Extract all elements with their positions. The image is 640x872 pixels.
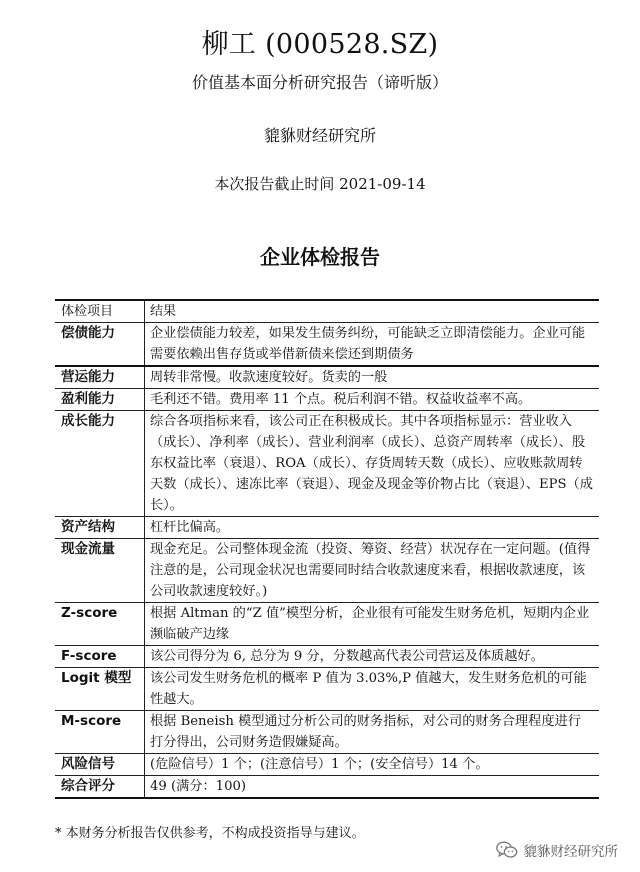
row-item: 盈利能力 [55, 389, 145, 411]
watermark [496, 840, 619, 860]
row-item: 偿债能力 [55, 323, 145, 367]
row-item: F-score [55, 646, 145, 668]
row-result: 该公司发生财务危机的概率 P 值为 3.03%,P 值越大，发生财务危机的可能性越大。 [145, 668, 600, 711]
table-row [55, 603, 599, 646]
table-header-row [55, 300, 599, 323]
row-item: 成长能力 [55, 411, 145, 517]
row-result: 49 (满分：100) [145, 776, 600, 799]
table-row [55, 389, 599, 411]
table-row [55, 411, 599, 517]
table-row [55, 776, 599, 799]
row-item: 现金流量 [55, 539, 145, 603]
organization-name: 貔貅财经研究所 [263, 126, 376, 145]
row-result: 周转非常慢。收款速度较好。货卖的一般 [145, 366, 600, 389]
watermark-text: 貔貅财经研究所 [523, 844, 618, 860]
report-date: 本次报告截止时间 2021-09-14 [214, 175, 426, 193]
row-item: 资产结构 [55, 517, 145, 539]
row-item: M-score [55, 711, 145, 754]
row-result: (危险信号）1 个；(注意信号）1 个；(安全信号）14 个。 [145, 754, 600, 776]
row-result: 企业偿债能力较差，如果发生债务纠纷，可能缺乏立即清偿能力。企业可能需要依赖出售存货或举借新债来偿还到期债务 [145, 323, 600, 367]
wechat-icon [496, 841, 518, 859]
table-row [55, 323, 599, 367]
row-result: 现金充足。公司整体现金流（投资、筹资、经营）状况存在一定问题。(值得注意的是，公司现金状况也需要同时结合收款速度来看，根据收款速度，该公司收款速度较好。) [145, 539, 600, 603]
row-item: 营运能力 [55, 366, 145, 389]
row-result: 杠杆比偏高。 [145, 517, 600, 539]
table-row [55, 366, 599, 389]
row-result: 根据 Beneish 模型通过分析公司的财务指标，对公司的财务合理程度进行打分得出，公司财务造假嫌疑高。 [145, 711, 600, 754]
health-check-table [55, 299, 599, 799]
section-title: 企业体检报告 [260, 245, 380, 269]
table-row [55, 517, 599, 539]
table-row [55, 668, 599, 711]
table-row [55, 711, 599, 754]
row-result: 该公司得分为 6, 总分为 9 分，分数越高代表公司营运及体质越好。 [145, 646, 600, 668]
row-result: 综合各项指标来看，该公司正在积极成长。其中各项指标显示：营业收入（成长）、净利率（成长）、营业利润率（成长）、总资产周转率（成长）、股东权益比率（衰退）、ROA（成长）、存货周转天数（成长）、应收账款周转天数（成长）、速冻比率（衰退）、现金及现金等价物占比（衰退）、EPS（成长）。 [145, 411, 600, 517]
header-item: 体检项目 [55, 300, 145, 323]
row-item: Z-score [55, 603, 145, 646]
table-row [55, 646, 599, 668]
row-item: 风险信号 [55, 754, 145, 776]
row-item: Logit 模型 [55, 668, 145, 711]
disclaimer-footnote: * 本财务分析报告仅供参考，不构成投资指导与建议。 [55, 826, 365, 841]
row-item: 综合评分 [55, 776, 145, 799]
report-subtitle: 价值基本面分析研究报告（谛听版） [191, 73, 448, 92]
table-row [55, 754, 599, 776]
row-result: 毛利还不错。费用率 11 个点。税后利润不错。权益收益率不高。 [145, 389, 600, 411]
header-result: 结果 [145, 300, 600, 323]
report-title: 柳工 (000528.SZ) [201, 29, 439, 60]
row-result: 根据 Altman 的“Z 值”模型分析，企业很有可能发生财务危机，短期内企业濒临破产边缘 [145, 603, 600, 646]
table-row [55, 539, 599, 603]
